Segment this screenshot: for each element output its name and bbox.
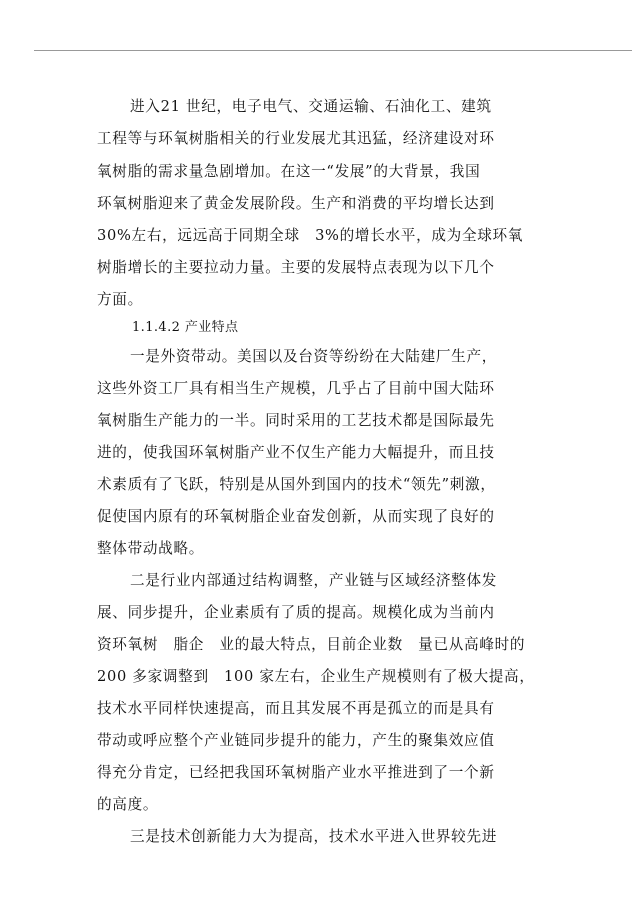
header-rule [34, 50, 632, 51]
paragraph-line: 环氧树脂迎来了黄金发展阶段。生产和消费的平均增长达到 [97, 195, 495, 212]
paragraph-line: 资环氧树 脂企 业的最大特点，目前企业数 量已从高峰时的 [97, 636, 526, 653]
paragraph-line: 促使国内原有的环氧树脂企业奋发创新，从而实现了良好的 [97, 508, 495, 525]
paragraph-line: 30%左右，远远高于同期全球 3%的增长水平，成为全球环氧 [97, 227, 524, 244]
paragraph-line: 术素质有了飞跃，特别是从国外到国内的技术“领先”刺激， [97, 476, 496, 493]
paragraph-line: 带动或呼应整个产业链同步提升的能力，产生的聚集效应值 [97, 732, 495, 749]
paragraph-line: 得充分肯定，已经把我国环氧树脂产业水平推进到了一个新 [97, 764, 495, 781]
paragraph-line: 树脂增长的主要拉动力量。主要的发展特点表现为以下几个 [97, 259, 495, 276]
paragraph-line: 进的，使我国环氧树脂产业不仅生产能力大幅提升，而且技 [97, 444, 495, 461]
paragraph-line: 这些外资工厂具有相当生产规模，几乎占了目前中国大陆环 [97, 380, 495, 397]
paragraph-line: 整体带动战略。 [97, 540, 205, 557]
paragraph-line: 氧树脂生产能力的一半。同时采用的工艺技术都是国际最先 [97, 412, 495, 429]
paragraph-line: 进入21 世纪，电子电气、交通运输、石油化工、建筑 [130, 98, 492, 115]
section-heading: 1.1.4.2 产业特点 [132, 320, 239, 335]
paragraph-line: 一是外资带动。美国以及台资等纷纷在大陆建厂生产， [130, 348, 498, 365]
paragraph-line: 技术水平同样快速提高，而且其发展不再是孤立的而是具有 [97, 700, 495, 717]
paragraph-line: 工程等与环氧树脂相关的行业发展尤其迅猛，经济建设对环 [97, 130, 495, 147]
paragraph-line: 展、同步提升，企业素质有了质的提高。规模化成为当前内 [97, 604, 495, 621]
paragraph-line: 200 多家调整到 100 家左右，企业生产规模则有了极大提高， [97, 668, 535, 685]
paragraph-line: 二是行业内部通过结构调整，产业链与区域经济整体发 [130, 572, 498, 589]
paragraph-line: 方面。 [97, 291, 143, 308]
paragraph-line: 三是技术创新能力大为提高，技术水平进入世界较先进 [130, 828, 498, 845]
paragraph-line: 的高度。 [97, 796, 159, 813]
paragraph-line: 氧树脂的需求量急剧增加。在这一“发展”的大背景，我国 [97, 163, 481, 180]
